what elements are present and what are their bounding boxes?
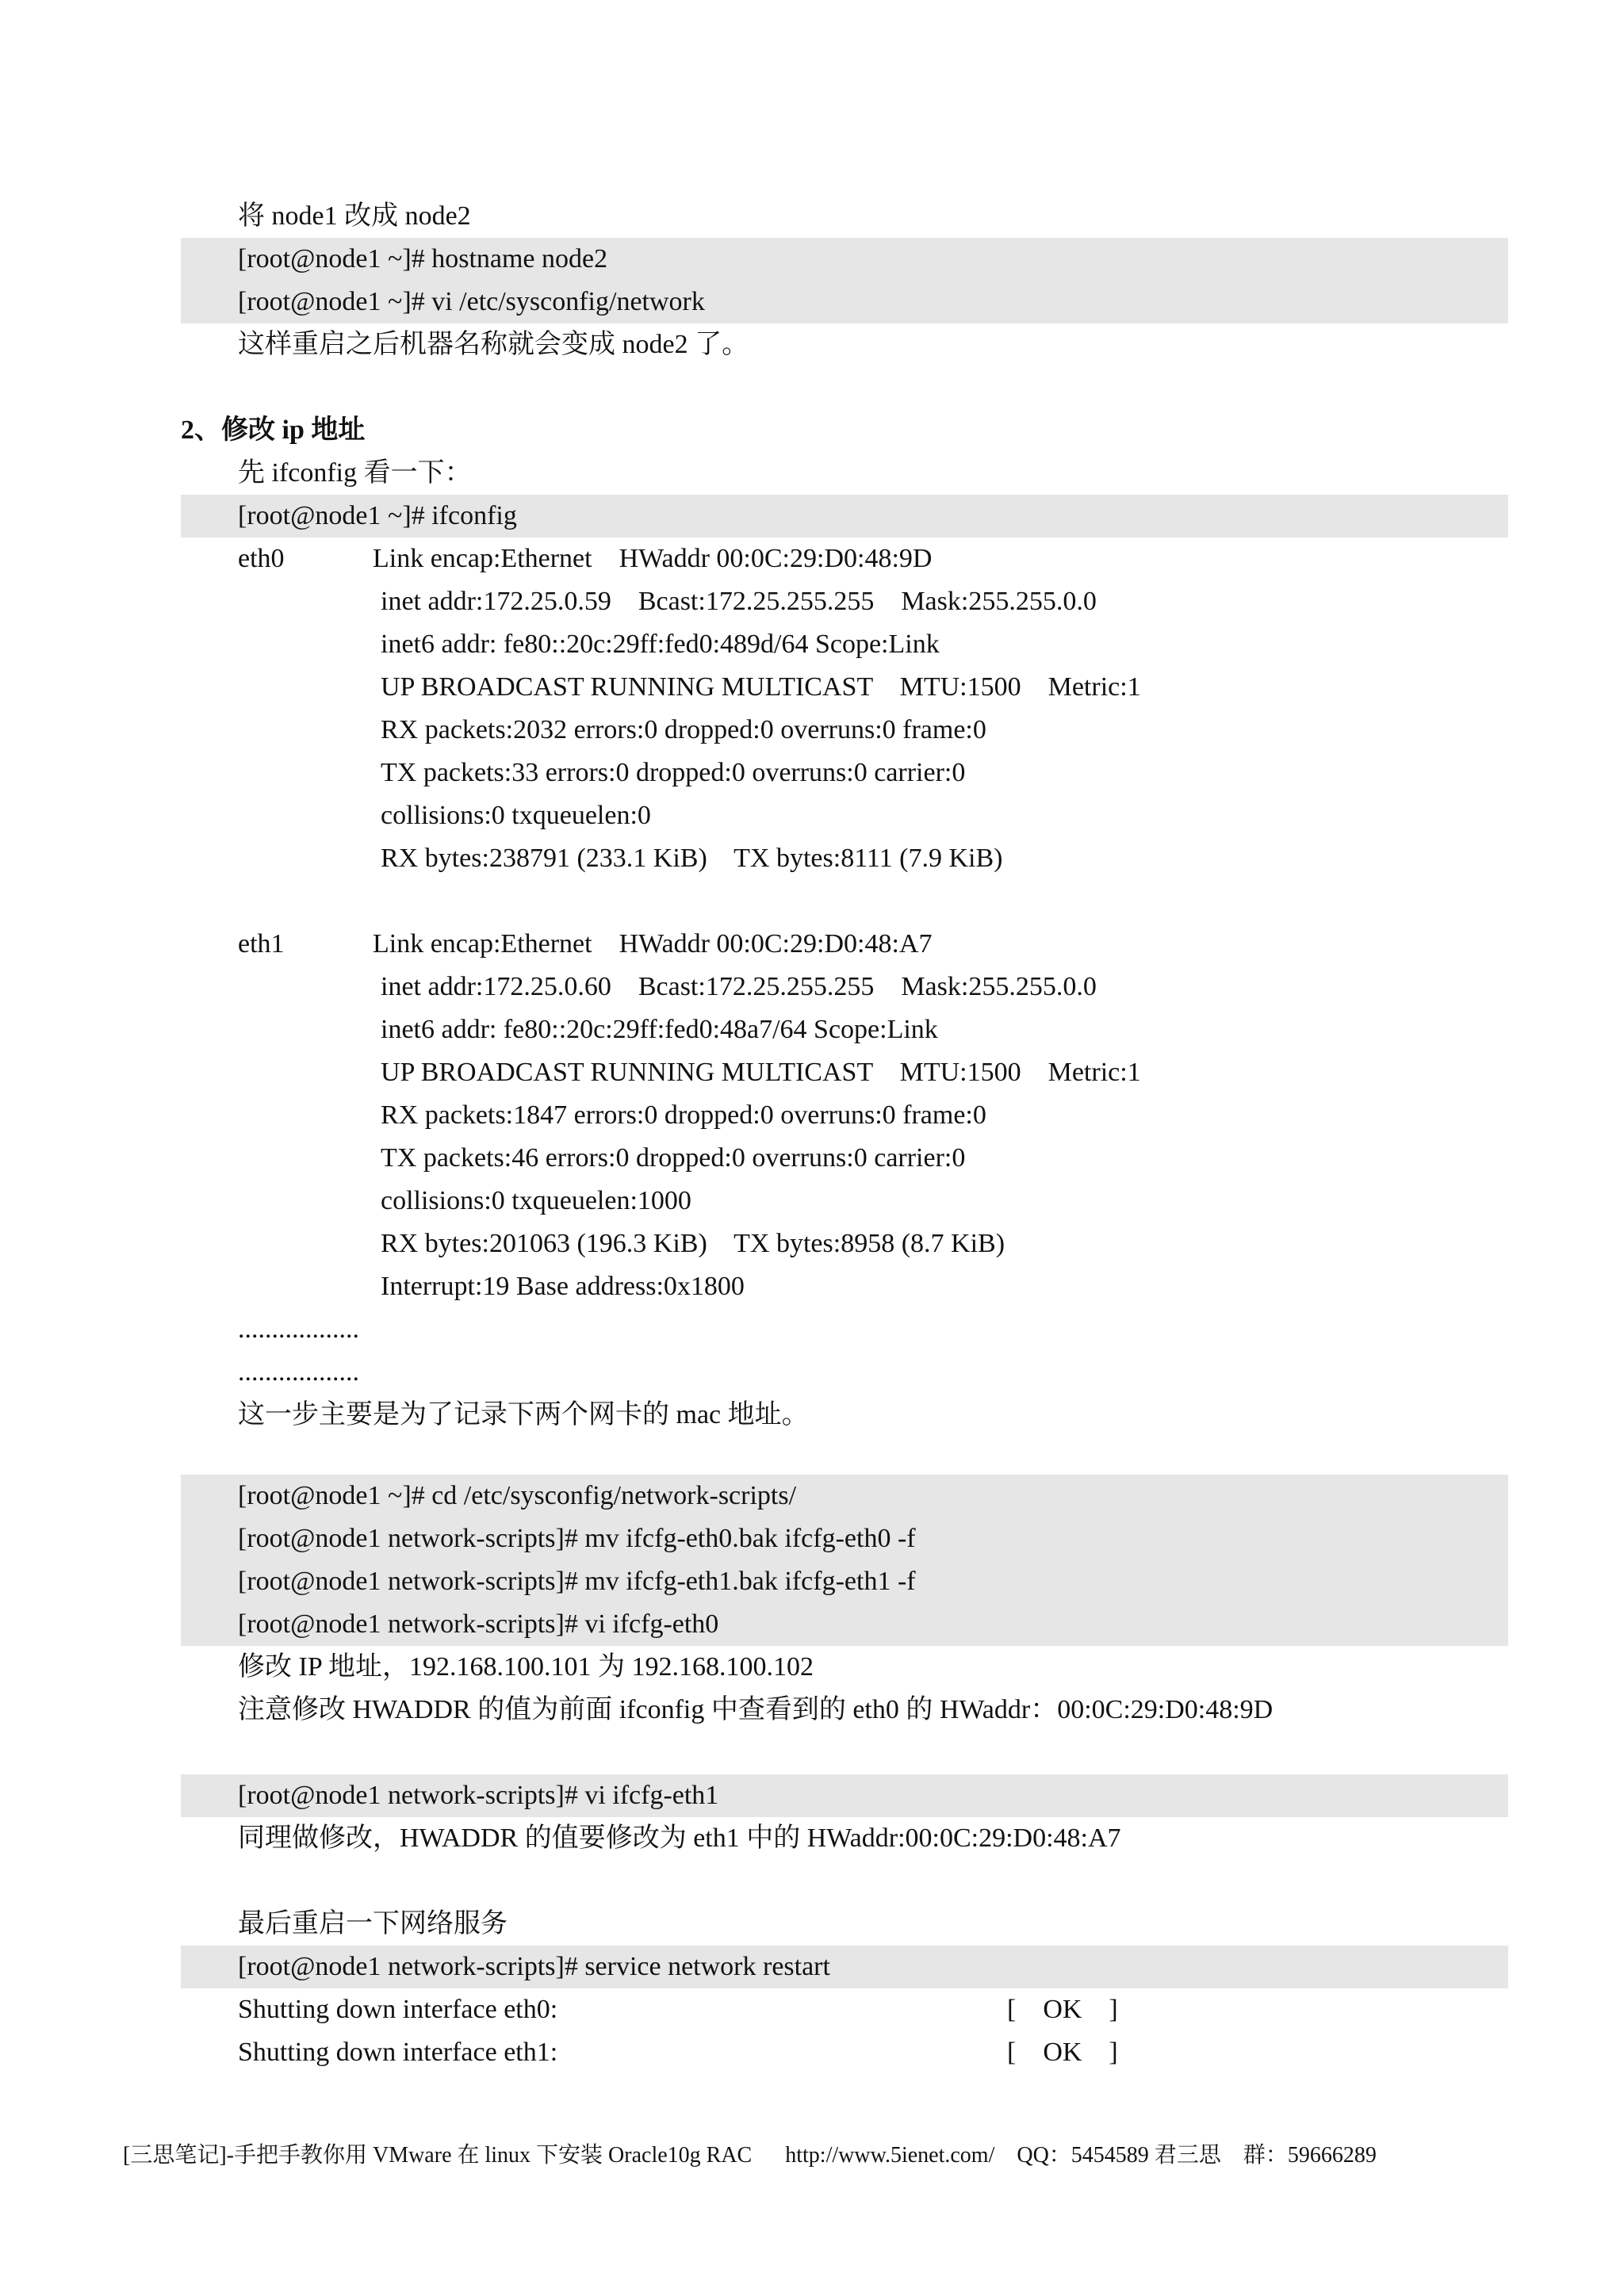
command-ifconfig: [root@node1 ~]# ifconfig [238, 501, 517, 530]
note-eth0-hwaddr: 注意修改 HWADDR 的值为前面 ifconfig 中查看到的 eth0 的 HWaddr：00:0C:29:D0:48:9D [238, 1695, 1274, 1724]
command-hostname: [root@node1 ~]# hostname node2 [238, 244, 608, 274]
intro-rename: 将 node1 改成 node2 [238, 201, 471, 231]
iface-eth0-line: TX packets:33 errors:0 dropped:0 overruns:0 carrier:0 [381, 758, 966, 787]
iface-eth1-line: UP BROADCAST RUNNING MULTICAST MTU:1500 Metric:1 [381, 1058, 1141, 1087]
intro-ifconfig: 先 ifconfig 看一下： [238, 458, 472, 488]
iface-eth1-line: RX bytes:201063 (196.3 KiB) TX bytes:8958 (8.7 KiB) [381, 1229, 1005, 1258]
ellipsis: .................. [238, 1357, 359, 1387]
iface-eth1-link: Link encap:Ethernet HWaddr 00:0C:29:D0:48:A7 [373, 929, 933, 959]
shutdown-eth1-status: [ OK ] [1007, 2038, 1118, 2067]
note-mac: 这一步主要是为了记录下两个网卡的 mac 地址。 [238, 1400, 809, 1429]
iface-eth0-line: RX bytes:238791 (233.1 KiB) TX bytes:8111 (7.9 KiB) [381, 844, 1003, 873]
iface-eth1-line: inet6 addr: fe80::20c:29ff:fed0:48a7/64 Scope:Link [381, 1015, 938, 1044]
iface-eth1-line: collisions:0 txqueuelen:1000 [381, 1186, 691, 1215]
command-service-restart: [root@node1 network-scripts]# service network restart [238, 1952, 830, 1981]
iface-eth0-line: RX packets:2032 errors:0 dropped:0 overruns:0 frame:0 [381, 715, 986, 744]
command-mv-eth0: [root@node1 network-scripts]# mv ifcfg-eth0.bak ifcfg-eth0 -f [238, 1524, 916, 1553]
iface-eth0-line: UP BROADCAST RUNNING MULTICAST MTU:1500 Metric:1 [381, 672, 1141, 702]
note-reboot: 这样重启之后机器名称就会变成 node2 了。 [238, 330, 749, 359]
note-eth1-hwaddr: 同理做修改，HWADDR 的值要修改为 eth1 中的 HWaddr:00:0C:29:D0:48:A7 [238, 1823, 1121, 1853]
iface-eth0-line: collisions:0 txqueuelen:0 [381, 801, 651, 830]
iface-eth1-line: Interrupt:19 Base address:0x1800 [381, 1272, 745, 1301]
iface-eth1-line: RX packets:1847 errors:0 dropped:0 overruns:0 frame:0 [381, 1100, 986, 1130]
note-restart: 最后重启一下网络服务 [238, 1909, 508, 1938]
command-vi-network: [root@node1 ~]# vi /etc/sysconfig/network [238, 287, 705, 316]
command-vi-eth1: [root@node1 network-scripts]# vi ifcfg-eth1 [238, 1781, 719, 1810]
iface-eth0-name: eth0 [238, 544, 285, 573]
iface-eth1-line: TX packets:46 errors:0 dropped:0 overruns:0 carrier:0 [381, 1143, 966, 1173]
command-cd-scripts: [root@node1 ~]# cd /etc/sysconfig/network-scripts/ [238, 1481, 797, 1510]
page-footer: [三思笔记]-手把手教你用 VMware 在 linux 下安装 Oracle10g RAC http://www.5ienet.com/ QQ：5454589 君三思 群：59666289 [123, 2143, 1377, 2168]
iface-eth0-line: inet addr:172.25.0.59 Bcast:172.25.255.255 Mask:255.255.0.0 [381, 587, 1097, 616]
shutdown-eth0-status: [ OK ] [1007, 1995, 1118, 2024]
command-vi-eth0: [root@node1 network-scripts]# vi ifcfg-eth0 [238, 1609, 719, 1639]
command-mv-eth1: [root@node1 network-scripts]# mv ifcfg-eth1.bak ifcfg-eth1 -f [238, 1567, 916, 1596]
ellipsis: .................. [238, 1314, 359, 1344]
iface-eth1-name: eth1 [238, 929, 285, 959]
iface-eth1-line: inet addr:172.25.0.60 Bcast:172.25.255.255 Mask:255.255.0.0 [381, 972, 1097, 1001]
iface-eth0-line: inet6 addr: fe80::20c:29ff:fed0:489d/64 Scope:Link [381, 629, 940, 659]
shutdown-eth1-label: Shutting down interface eth1: [238, 2038, 558, 2067]
section-heading-ip: 2、修改 ip 地址 [181, 415, 366, 445]
shutdown-eth0-label: Shutting down interface eth0: [238, 1995, 558, 2024]
iface-eth0-link: Link encap:Ethernet HWaddr 00:0C:29:D0:48:9D [373, 544, 933, 573]
note-eth0-ip: 修改 IP 地址，192.168.100.101 为 192.168.100.102 [238, 1652, 814, 1682]
